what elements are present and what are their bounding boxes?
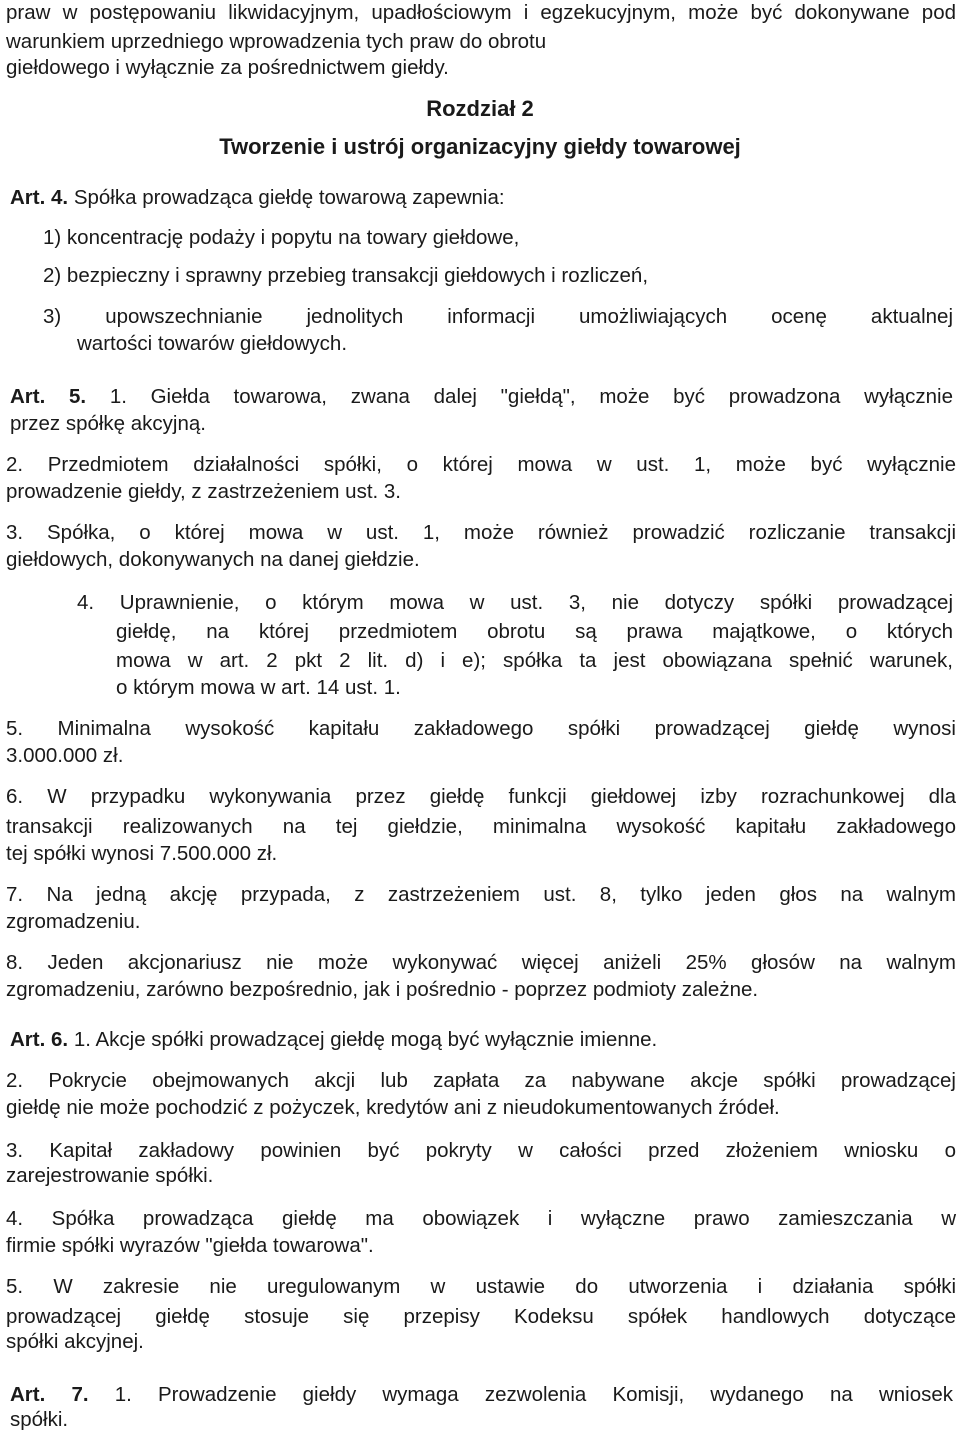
intro-paragraph (6, 0, 956, 56)
article-5-label: Art. 5. (10, 385, 87, 408)
article-5-para-1 (10, 382, 953, 411)
article-6-para-1 (10, 1028, 657, 1052)
article-5-para-1-cont: przez spółkę akcyjną. (10, 412, 206, 435)
article-6-para-5: 5. W zakresie nie uregulowanym w ustawie do utworzenia i działania spółki (6, 1275, 956, 1298)
article-4-label: Art. 4. (10, 186, 69, 209)
article-5-para-4-line-2: giełdę, na której przedmiotem obrotu są prawa majątkowe, o których (116, 620, 953, 643)
article-5-para-2-cont: prowadzenie giełdy, z zastrzeżeniem ust. 3. (6, 480, 402, 503)
intro-line-3: giełdowego i wyłącznie za pośrednictwem giełdy. (6, 56, 449, 79)
article-6-para-3-cont: zarejestrowanie spółki. (6, 1164, 214, 1187)
article-5-para-7-cont: zgromadzeniu. (6, 910, 141, 933)
article-6-label: Art. 6. (10, 1028, 69, 1051)
article-5-para-6-line-3: tej spółki wynosi 7.500.000 zł. (6, 842, 278, 865)
article-5-para-4-line-4: o którym mowa w art. 14 ust. 1. (116, 676, 401, 699)
article-5-para-2: 2. Przedmiotem działalności spółki, o której mowa w ust. 1, może być wyłącznie (6, 453, 956, 476)
article-6-para-5-line-3: spółki akcyjnej. (6, 1330, 144, 1353)
article-6-para-4: 4. Spółka prowadząca giełdę ma obowiązek i wyłączne prawo zamieszczania w (6, 1207, 956, 1230)
article-4-item-1: 1) koncentrację podaży i popytu na towary giełdowe, (43, 226, 520, 249)
article-5-para-4: 4. Uprawnienie, o którym mowa w ust. 3, nie dotyczy spółki prowadzącej (77, 591, 953, 614)
article-4-lead (10, 186, 505, 210)
article-5-para-5: 5. Minimalna wysokość kapitału zakładowego spółki prowadzącej giełdę wynosi (6, 717, 956, 740)
article-5-para-8-cont: zgromadzeniu, zarówno bezpośrednio, jak i pośrednio - poprzez podmioty zależne. (6, 978, 759, 1001)
article-6-para-2: 2. Pokrycie obejmowanych akcji lub zapłata za nabywane akcje spółki prowadzącej (6, 1069, 956, 1092)
article-5-para-6-line-2: transakcji realizowanych na tej giełdzie, minimalna wysokość kapitału zakładowego (6, 815, 956, 838)
article-4-item-3-cont: wartości towarów giełdowych. (77, 332, 348, 355)
chapter-number: Rozdział 2 (426, 96, 534, 121)
article-7-label: Art. 7. (10, 1383, 89, 1406)
article-7-para-1-text: 1. Prowadzenie giełdy wymaga zezwolenia Komisji, wydanego na wniosek (114, 1383, 953, 1406)
intro-line-1: praw w postępowaniu likwidacyjnym, upadłościowym i egzekucyjnym, może być (6, 1, 783, 24)
article-5-para-3-cont: giełdowych, dokonywanych na danej giełdzie. (6, 548, 420, 571)
article-5-para-4-line-3: mowa w art. 2 pkt 2 lit. d) i e); spółka ta jest obowiązana spełnić warunek, (116, 649, 953, 672)
article-6-para-4-cont: firmie spółki wyrazów "giełda towarowa". (6, 1234, 374, 1257)
article-7-para-1-cont: spółki. (10, 1408, 69, 1431)
article-5-para-6: 6. W przypadku wykonywania przez giełdę funkcji giełdowej izby rozrachunkowej dla (6, 785, 956, 808)
article-4-item-3: 3) upowszechnianie jednolitych informacji umożliwiających ocenę aktualnej (43, 305, 953, 328)
article-6-para-1-text: 1. Akcje spółki prowadzącej giełdę mogą być wyłącznie imienne. (73, 1028, 658, 1051)
article-4-lead-text: Spółka prowadząca giełdę towarową zapewnia: (73, 186, 505, 209)
article-6-para-5-line-2: prowadzącej giełdę stosuje się przepisy Kodeksu spółek handlowych dotyczące (6, 1305, 956, 1328)
article-4-item-2: 2) bezpieczny i sprawny przebieg transakcji giełdowych i rozliczeń, (43, 264, 649, 287)
article-5-para-5-cont: 3.000.000 zł. (6, 744, 124, 767)
chapter-title: Tworzenie i ustrój organizacyjny giełdy towarowej (219, 134, 741, 159)
article-5-para-1-text: 1. Giełda towarowa, zwana dalej "giełdą", może być prowadzona wyłącznie (109, 385, 953, 408)
article-5-para-3: 3. Spółka, o której mowa w ust. 1, może również prowadzić rozliczanie transakcji (6, 521, 956, 544)
article-6-para-2-cont: giełdę nie może pochodzić z pożyczek, kredytów ani z nieudokumentowanych źródeł. (6, 1096, 780, 1119)
article-5-para-7: 7. Na jedną akcję przypada, z zastrzeżeniem ust. 8, tylko jeden głos na walnym (6, 883, 956, 906)
article-6-para-3: 3. Kapitał zakładowy powinien być pokryty w całości przed złożeniem wniosku o (6, 1139, 956, 1162)
article-5-para-8: 8. Jeden akcjonariusz nie może wykonywać więcej aniżeli 25% głosów na walnym (6, 951, 956, 974)
intro-line-2: dokonywane pod warunkiem uprzedniego wprowadzenia tych praw do obrotu (6, 1, 956, 53)
article-7-para-1 (10, 1380, 953, 1409)
